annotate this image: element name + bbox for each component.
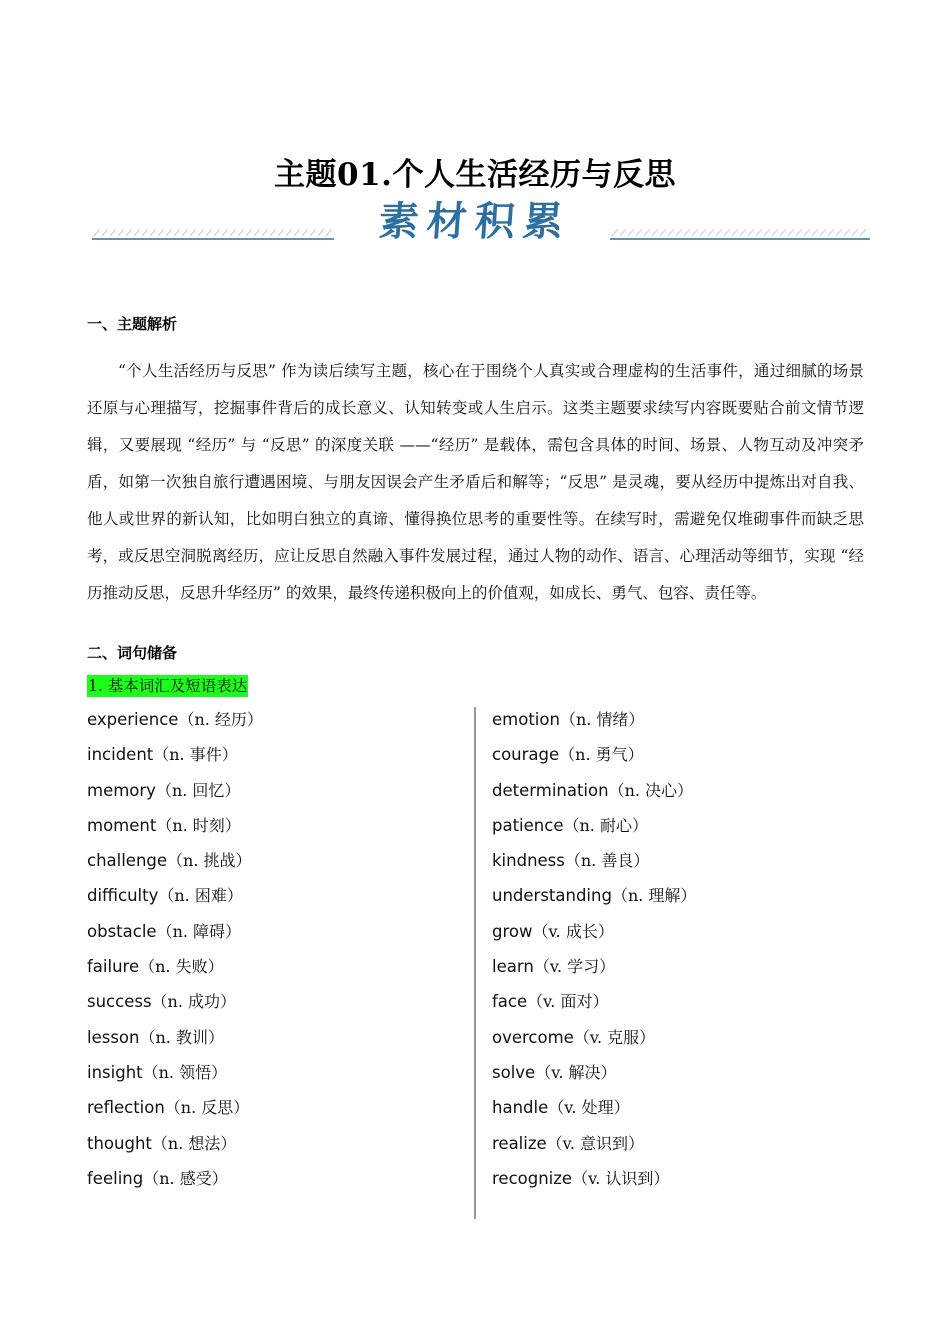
vocab-word: insight	[87, 1062, 143, 1082]
vocab-item	[492, 949, 872, 984]
vocab-word: success	[87, 992, 152, 1012]
vocab-item	[492, 1090, 872, 1125]
vocab-item	[87, 808, 467, 843]
section-heading-vocabulary: 二、词句储备	[87, 644, 178, 662]
column-divider	[474, 707, 476, 1219]
vocab-word: lesson	[87, 1027, 140, 1047]
vocab-gloss: （v. 解决）	[535, 1062, 617, 1082]
vocab-word: experience	[87, 710, 179, 729]
vocab-item	[492, 1020, 872, 1055]
vocab-word: learn	[492, 957, 534, 977]
vocab-item	[492, 1126, 872, 1161]
vocab-item	[87, 1126, 467, 1161]
vocab-gloss: （n. 善良）	[564, 851, 650, 871]
vocab-item	[87, 1090, 467, 1125]
vocab-item	[87, 702, 467, 737]
vocab-item	[87, 843, 467, 878]
vocab-item	[492, 1055, 872, 1090]
vocab-gloss: （n. 领悟）	[142, 1062, 228, 1082]
vocab-item	[87, 1161, 467, 1196]
vocab-gloss: （v. 处理）	[548, 1098, 630, 1118]
vocab-gloss: （n. 理解）	[611, 886, 697, 906]
vocab-item	[492, 737, 872, 772]
vocab-item	[87, 914, 467, 949]
vocab-word: thought	[87, 1133, 152, 1153]
vocab-gloss: （n. 障碍）	[156, 921, 242, 941]
vocab-word: grow	[492, 921, 533, 941]
vocab-item	[87, 949, 467, 984]
vocab-item	[492, 843, 872, 878]
vocab-item	[492, 984, 872, 1019]
vocab-gloss: （n. 决心）	[608, 780, 694, 800]
banner-title: 素材积累	[377, 198, 573, 245]
vocab-item	[87, 773, 467, 808]
vocab-word: realize	[492, 1133, 547, 1153]
vocab-word: overcome	[492, 1027, 574, 1047]
vocab-item	[492, 878, 872, 913]
vocab-word: obstacle	[87, 921, 157, 941]
banner-right-rule	[610, 226, 870, 240]
vocab-gloss: （n. 事件）	[153, 745, 238, 765]
vocab-word: handle	[492, 1098, 549, 1118]
vocab-word: courage	[492, 745, 560, 765]
vocab-word: feeling	[87, 1168, 144, 1188]
vocab-item	[492, 808, 872, 843]
vocab-gloss: （n. 感受）	[143, 1168, 228, 1188]
vocab-gloss: （n. 成功）	[151, 992, 237, 1012]
vocab-word: emotion	[492, 710, 560, 729]
vocab-gloss: （n. 勇气）	[559, 745, 644, 765]
vocab-word: reflection	[87, 1098, 165, 1118]
vocab-gloss: （n. 想法）	[151, 1133, 237, 1153]
vocab-gloss: （v. 认识到）	[572, 1168, 670, 1188]
vocab-word: failure	[87, 957, 140, 977]
vocab-word: memory	[87, 780, 156, 800]
vocab-gloss: （n. 失败）	[139, 957, 224, 977]
vocab-gloss: （n. 经历）	[178, 710, 263, 729]
vocab-word: determination	[492, 780, 609, 800]
vocab-item	[492, 773, 872, 808]
section-heading-analysis: 一、主题解析	[87, 315, 178, 333]
vocab-item	[87, 737, 467, 772]
vocab-left-column	[87, 702, 467, 1196]
vocab-word: kindness	[492, 851, 565, 871]
vocab-item	[492, 1161, 872, 1196]
vocab-word: challenge	[87, 851, 168, 871]
vocab-right-column	[492, 702, 872, 1196]
vocab-gloss: （n. 时刻）	[156, 815, 241, 835]
vocab-item	[87, 878, 467, 913]
vocab-gloss: （v. 意识到）	[546, 1133, 644, 1153]
vocab-gloss: （n. 挑战）	[167, 851, 252, 871]
vocab-word: face	[492, 992, 528, 1012]
vocab-item	[87, 1020, 467, 1055]
vocab-word: difficulty	[87, 886, 159, 906]
vocab-gloss: （v. 学习）	[533, 957, 616, 977]
vocab-word: patience	[492, 815, 564, 835]
vocab-item	[87, 984, 467, 1019]
vocab-word: solve	[492, 1062, 536, 1082]
vocab-gloss: （v. 克服）	[573, 1027, 656, 1047]
vocab-gloss: （n. 情绪）	[559, 710, 645, 729]
vocab-gloss: （n. 耐心）	[563, 815, 648, 835]
vocabulary-subheading: 1. 基本词汇及短语表达	[88, 677, 248, 695]
vocab-item	[87, 1055, 467, 1090]
vocab-word: incident	[87, 745, 154, 765]
vocab-word: moment	[87, 815, 157, 835]
vocab-word: understanding	[492, 886, 612, 906]
vocab-item	[492, 702, 872, 737]
vocab-gloss: （n. 教训）	[139, 1027, 224, 1047]
vocab-word: recognize	[492, 1168, 573, 1188]
vocab-gloss: （n. 困难）	[158, 886, 243, 906]
vocab-gloss: （n. 反思）	[164, 1098, 250, 1118]
banner-left-rule	[92, 226, 334, 240]
vocab-gloss: （n. 回忆）	[155, 780, 241, 800]
page-title: 主题01.个人生活经历与反思	[274, 156, 676, 193]
vocab-item	[492, 914, 872, 949]
vocab-gloss: （v. 成长）	[532, 921, 614, 941]
analysis-paragraph: “个人生活经历与反思” 作为读后续写主题，核心在于围绕个人真实或合理虚构的生活事件，通过细腻的场景还原与心理描写，挖掘事件背后的成长意义、认知转变或人生启示。这类主题要求续写内容既要贴合前文情节逻辑，又要展现 “经历” 与 “反思” 的深度关联 ——“经历” 是载体，需包含具体的时间、场景、人物互动及冲突矛盾，如第一次独自旅行遭遇困境、与朋友因误会产生矛盾后和解等；“反思” 是灵魂，要从经历中提炼出对自我、他人或世界的新认知，比如明白独立的真谛、懂得换位思考的重要性等。在续写时，需避免仅堆砌事件而缺乏思考，或反思空洞脱离经历，应让反思自然融入事件发展过程，通过人物的动作、语言、心理活动等细节，实现 “经历推动反思，反思升华经历” 的效果，最终传递积极向上的价值观，如成长、勇气、包容、责任等。	[87, 361, 864, 602]
vocab-gloss: （v. 面对）	[527, 992, 609, 1012]
